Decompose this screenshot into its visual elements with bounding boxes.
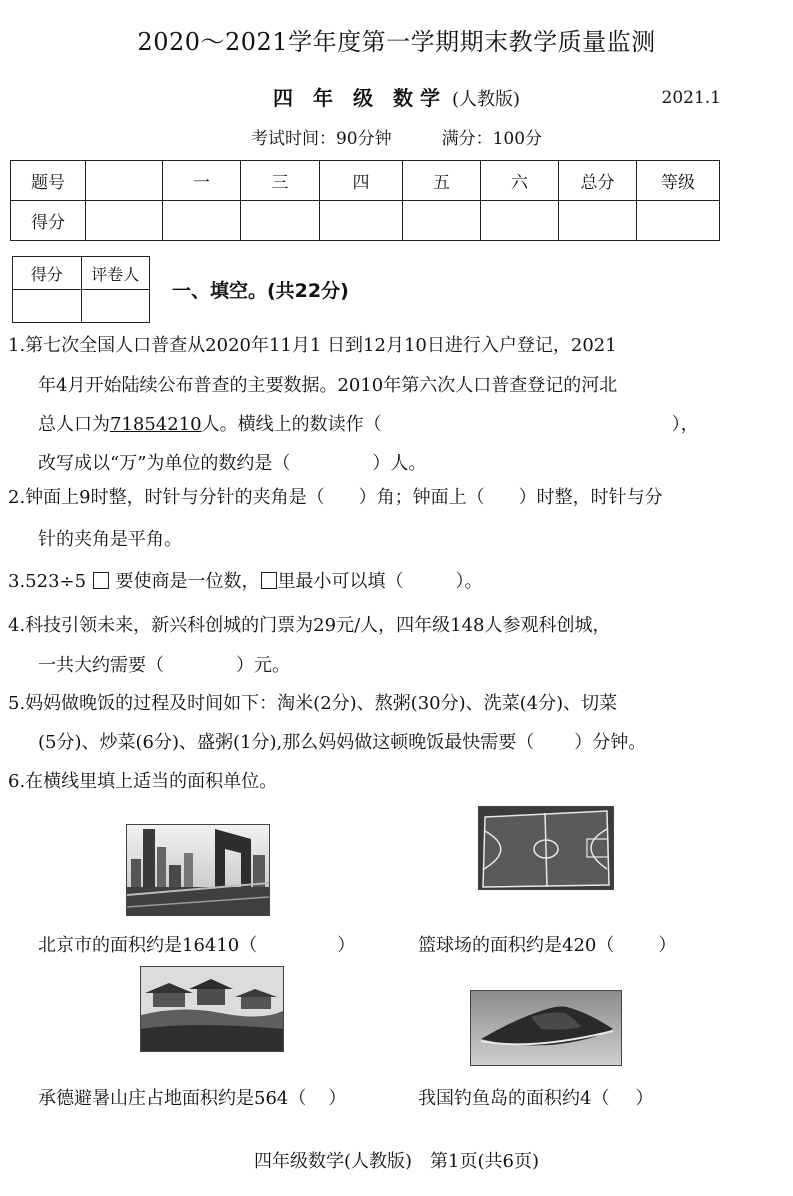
q1-line3: 总人口为71854210人。横线上的数读作（ ）， [38,414,699,435]
score-input-cell[interactable] [481,201,559,241]
score-table-score-row [11,201,720,241]
grader-score-label: 得分 [13,257,82,290]
score-input-cell[interactable] [320,201,403,241]
cell-question-no: 题号 [11,161,86,201]
score-input-cell[interactable] [241,201,320,241]
q6-line1: 6.在横线里填上适当的面积单位。 [8,771,278,792]
cell-total: 总分 [559,161,637,201]
score-input-cell[interactable] [163,201,241,241]
grader-table [12,256,150,323]
section-1-title: 一、填空。(共22分) [172,280,349,302]
caption-basketball-court: 篮球场的面积约是420（ ） [418,935,677,956]
page-footer: 四年级数学(人教版) 第1页(共6页) [254,1151,539,1172]
caption-diaoyu: 我国钓鱼岛的面积约4（ ） [418,1088,654,1109]
cell-section-1: 一 [163,161,241,201]
exam-date: 2021.1 [661,88,721,108]
exam-info [0,124,793,149]
chengde-resort-photo [140,966,284,1052]
digit-box-icon [261,572,277,589]
cell-section-5: 五 [403,161,481,201]
edition-label: (人教版) [451,89,520,110]
q3-line: 3.523÷5 要使商是一位数， 里最小可以填（ ）。 [8,571,483,592]
grader-name-cell[interactable] [81,290,150,323]
digit-box-icon [93,572,109,589]
q5-line1: 5.妈妈做晚饭的过程及时间如下：淘米(2分)、熬粥(30分)、洗菜(4分)、切菜 [8,693,618,714]
population-number: 71854210 [110,414,202,435]
score-table [10,160,720,241]
diaoyu-island-photo [470,990,622,1066]
basketball-court-photo [478,806,614,890]
score-input-cell[interactable] [403,201,481,241]
q4-line2: 一共大约需要（ ）元。 [38,655,290,676]
q5-line2: (5分)、炒菜(6分)、盛粥(1分),那么妈妈做这顿晚饭最快需要（ ）分钟。 [38,732,647,753]
cell-score-label: 得分 [11,201,86,241]
subject-name: 四 年 级 数 学 [272,86,440,110]
cell-section-4: 四 [320,161,403,201]
q1-line2: 年4月开始陆续公布普查的主要数据。2010年第六次人口普查登记的河北 [38,375,618,396]
exam-title: 2020～2021学年度第一学期期末教学质量监测 [137,28,656,56]
exam-time: 考试时间：90分钟 [250,129,392,149]
cell-section-6: 六 [481,161,559,201]
score-input-cell[interactable] [559,201,637,241]
score-input-cell[interactable] [637,201,720,241]
q1-line4: 改写成以“万”为单位的数约是（ ）人。 [38,453,427,474]
q2-line2: 针的夹角是平角。 [38,529,182,550]
q4-line1: 4.科技引领未来，新兴科创城的门票为29元/人，四年级148人参观科创城， [8,615,611,636]
caption-chengde: 承德避暑山庄占地面积约是564（ ） [38,1088,347,1109]
grader-name-label: 评卷人 [81,257,150,290]
q2-line1: 2.钟面上9时整，时针与分针的夹角是（ ）角；钟面上（ ）时整，时针与分 [8,487,663,508]
q1-line1: 1.第七次全国人口普查从2020年11月1 日到12月10日进行入户登记，2021 [8,335,617,356]
score-table-header-row [11,161,720,201]
cell-section-3: 三 [241,161,320,201]
full-score: 满分：100分 [441,129,543,149]
grader-score-cell[interactable] [13,290,82,323]
score-input-cell[interactable] [86,201,163,241]
beijing-photo [126,824,270,916]
cell-empty [86,161,163,201]
caption-beijing: 北京市的面积约是16410（ ） [38,935,356,956]
cell-grade: 等级 [637,161,720,201]
